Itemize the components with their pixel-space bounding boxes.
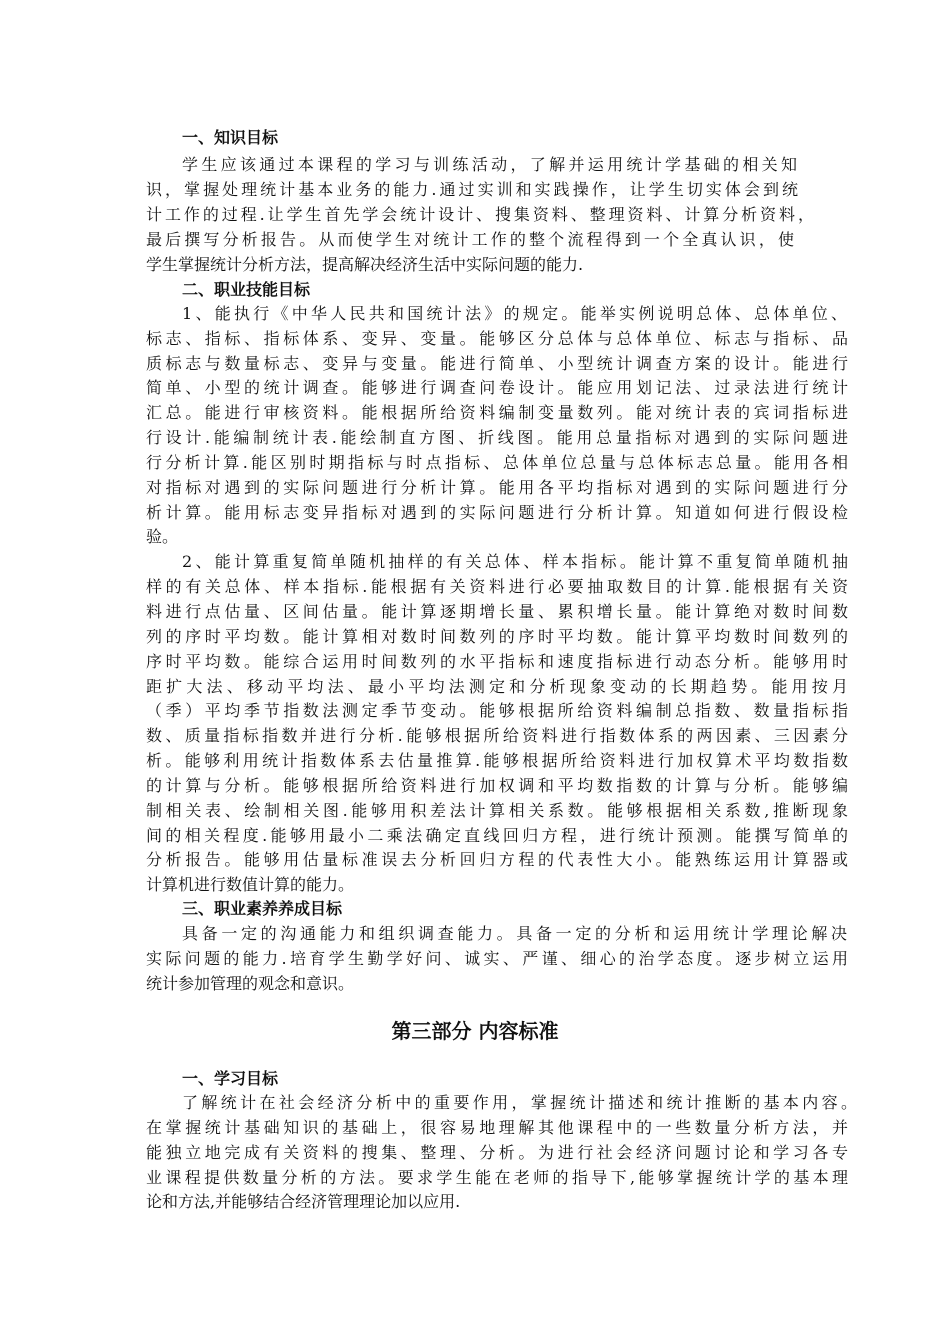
paragraph-line: 实际问题的能力.培育学生勤学好问、诚实、严谨、细心的治学态度。逐步树立运用	[146, 949, 848, 968]
paragraph-line: 列的序时平均数。能计算相对数时间数列的序时平均数。能计算平均数时间数列的	[146, 627, 848, 646]
paragraph-line: 学生掌握统计分析方法，提高解决经济生活中实际问题的能力.	[146, 255, 584, 274]
section-heading-skills: 二、职业技能目标	[182, 280, 311, 299]
section-heading-knowledge: 一、知识目标	[182, 128, 279, 147]
paragraph-line: 统计参加管理的观念和意识。	[146, 974, 355, 993]
paragraph-line: 了解统计在社会经济分析中的重要作用，掌握统计描述和统计推断的基本内容。	[182, 1093, 857, 1112]
paragraph-line: 距扩大法、移动平均法、最小平均法测定和分析现象变动的长期趋势。能用按月	[146, 677, 848, 696]
paragraph-line: 数、质量指标指数并进行分析.能够根据所给资料进行指数体系的两因素、三因素分	[146, 726, 848, 745]
paragraph-line: 计工作的过程.让学生首先学会统计设计、搜集资料、整理资料、计算分析资料，	[146, 205, 814, 224]
section-heading-learning: 一、学习目标	[182, 1069, 279, 1088]
paragraph-line: 标志、指标、指标体系、变异、变量。能够区分总体与总体单位、标志与指标、品	[146, 329, 848, 348]
paragraph-line: 1、能执行《中华人民共和国统计法》的规定。能举实例说明总体、总体单位、	[182, 304, 847, 323]
paragraph-line: 料进行点估量、区间估量。能计算逐期增长量、累积增长量。能计算绝对数时间数	[146, 602, 848, 621]
section-heading-quality: 三、职业素养养成目标	[182, 899, 343, 918]
part-title: 第三部分 内容标准	[391, 1019, 559, 1043]
paragraph-line: （季）平均季节指数法测定季节变动。能够根据所给资料编制总指数、数量指标指	[146, 701, 848, 720]
paragraph-line: 行设计.能编制统计表.能绘制直方图、折线图。能用总量指标对遇到的实际问题进	[146, 428, 848, 447]
paragraph-line: 间的相关程度.能够用最小二乘法确定直线回归方程，进行统计预测。能撰写简单的	[146, 826, 848, 845]
paragraph-line: 汇总。能进行审核资料。能根据所给资料编制变量数列。能对统计表的宾词指标进	[146, 403, 848, 422]
paragraph-line: 析。能够利用统计指数体系去估量推算.能够根据所给资料进行加权算术平均数指数	[146, 751, 848, 770]
paragraph-line: 论和方法,并能够结合经济管理理论加以应用.	[146, 1192, 461, 1211]
paragraph-line: 序时平均数。能综合运用时间数列的水平指标和速度指标进行动态分析。能够用时	[146, 652, 848, 671]
paragraph-line: 的计算与分析。能够根据所给资料进行加权调和平均数指数的计算与分析。能够编	[146, 776, 848, 795]
paragraph-line: 制相关表、绘制相关图.能够用积差法计算相关系数。能够根据相关系数,推断现象	[146, 801, 848, 820]
paragraph-line: 在掌握统计基础知识的基础上，很容易地理解其他课程中的一些数量分析方法，并	[146, 1118, 848, 1137]
paragraph-line: 样的有关总体、样本指标.能根据有关资料进行必要抽取数目的计算.能根据有关资	[146, 577, 848, 596]
paragraph-line: 对指标对遇到的实际问题进行分析计算。能用各平均指标对遇到的实际问题进行分	[146, 478, 848, 497]
paragraph-line: 析计算。能用标志变异指标对遇到的实际问题进行分析计算。知道如何进行假设检	[146, 503, 848, 522]
paragraph-line: 分析报告。能够用估量标准误去分析回归方程的代表性大小。能熟练运用计算器或	[146, 850, 848, 869]
paragraph-line: 质标志与数量标志、变异与变量。能进行简单、小型统计调查方案的设计。能进行	[146, 354, 848, 373]
paragraph-line: 识，掌握处理统计基本业务的能力.通过实训和实践操作，让学生切实体会到统	[146, 180, 798, 199]
paragraph-line: 最后撰写分析报告。从而使学生对统计工作的整个流程得到一个全真认识，使	[146, 230, 794, 249]
paragraph-line: 业课程提供数量分析的方法。要求学生能在老师的指导下,能够掌握统计学的基本理	[146, 1168, 848, 1187]
paragraph-line: 简单、小型的统计调查。能够进行调查问卷设计。能应用划记法、过录法进行统计	[146, 378, 848, 397]
paragraph-line: 计算机进行数值计算的能力。	[146, 875, 355, 894]
paragraph-line: 学生应该通过本课程的学习与训练活动，了解并运用统计学基础的相关知	[182, 155, 797, 174]
paragraph-line: 行分析计算.能区别时期指标与时点指标、总体单位总量与总体标志总量。能用各相	[146, 453, 848, 472]
paragraph-line: 能独立地完成有关资料的搜集、整理、分析。为进行社会经济问题讨论和学习各专	[146, 1143, 848, 1162]
paragraph-line: 2、能计算重复简单随机抽样的有关总体、样本指标。能计算不重复简单随机抽	[182, 552, 848, 571]
paragraph-line: 具备一定的沟通能力和组织调查能力。具备一定的分析和运用统计学理论解决	[182, 924, 847, 943]
paragraph-line: 验。	[146, 527, 179, 546]
